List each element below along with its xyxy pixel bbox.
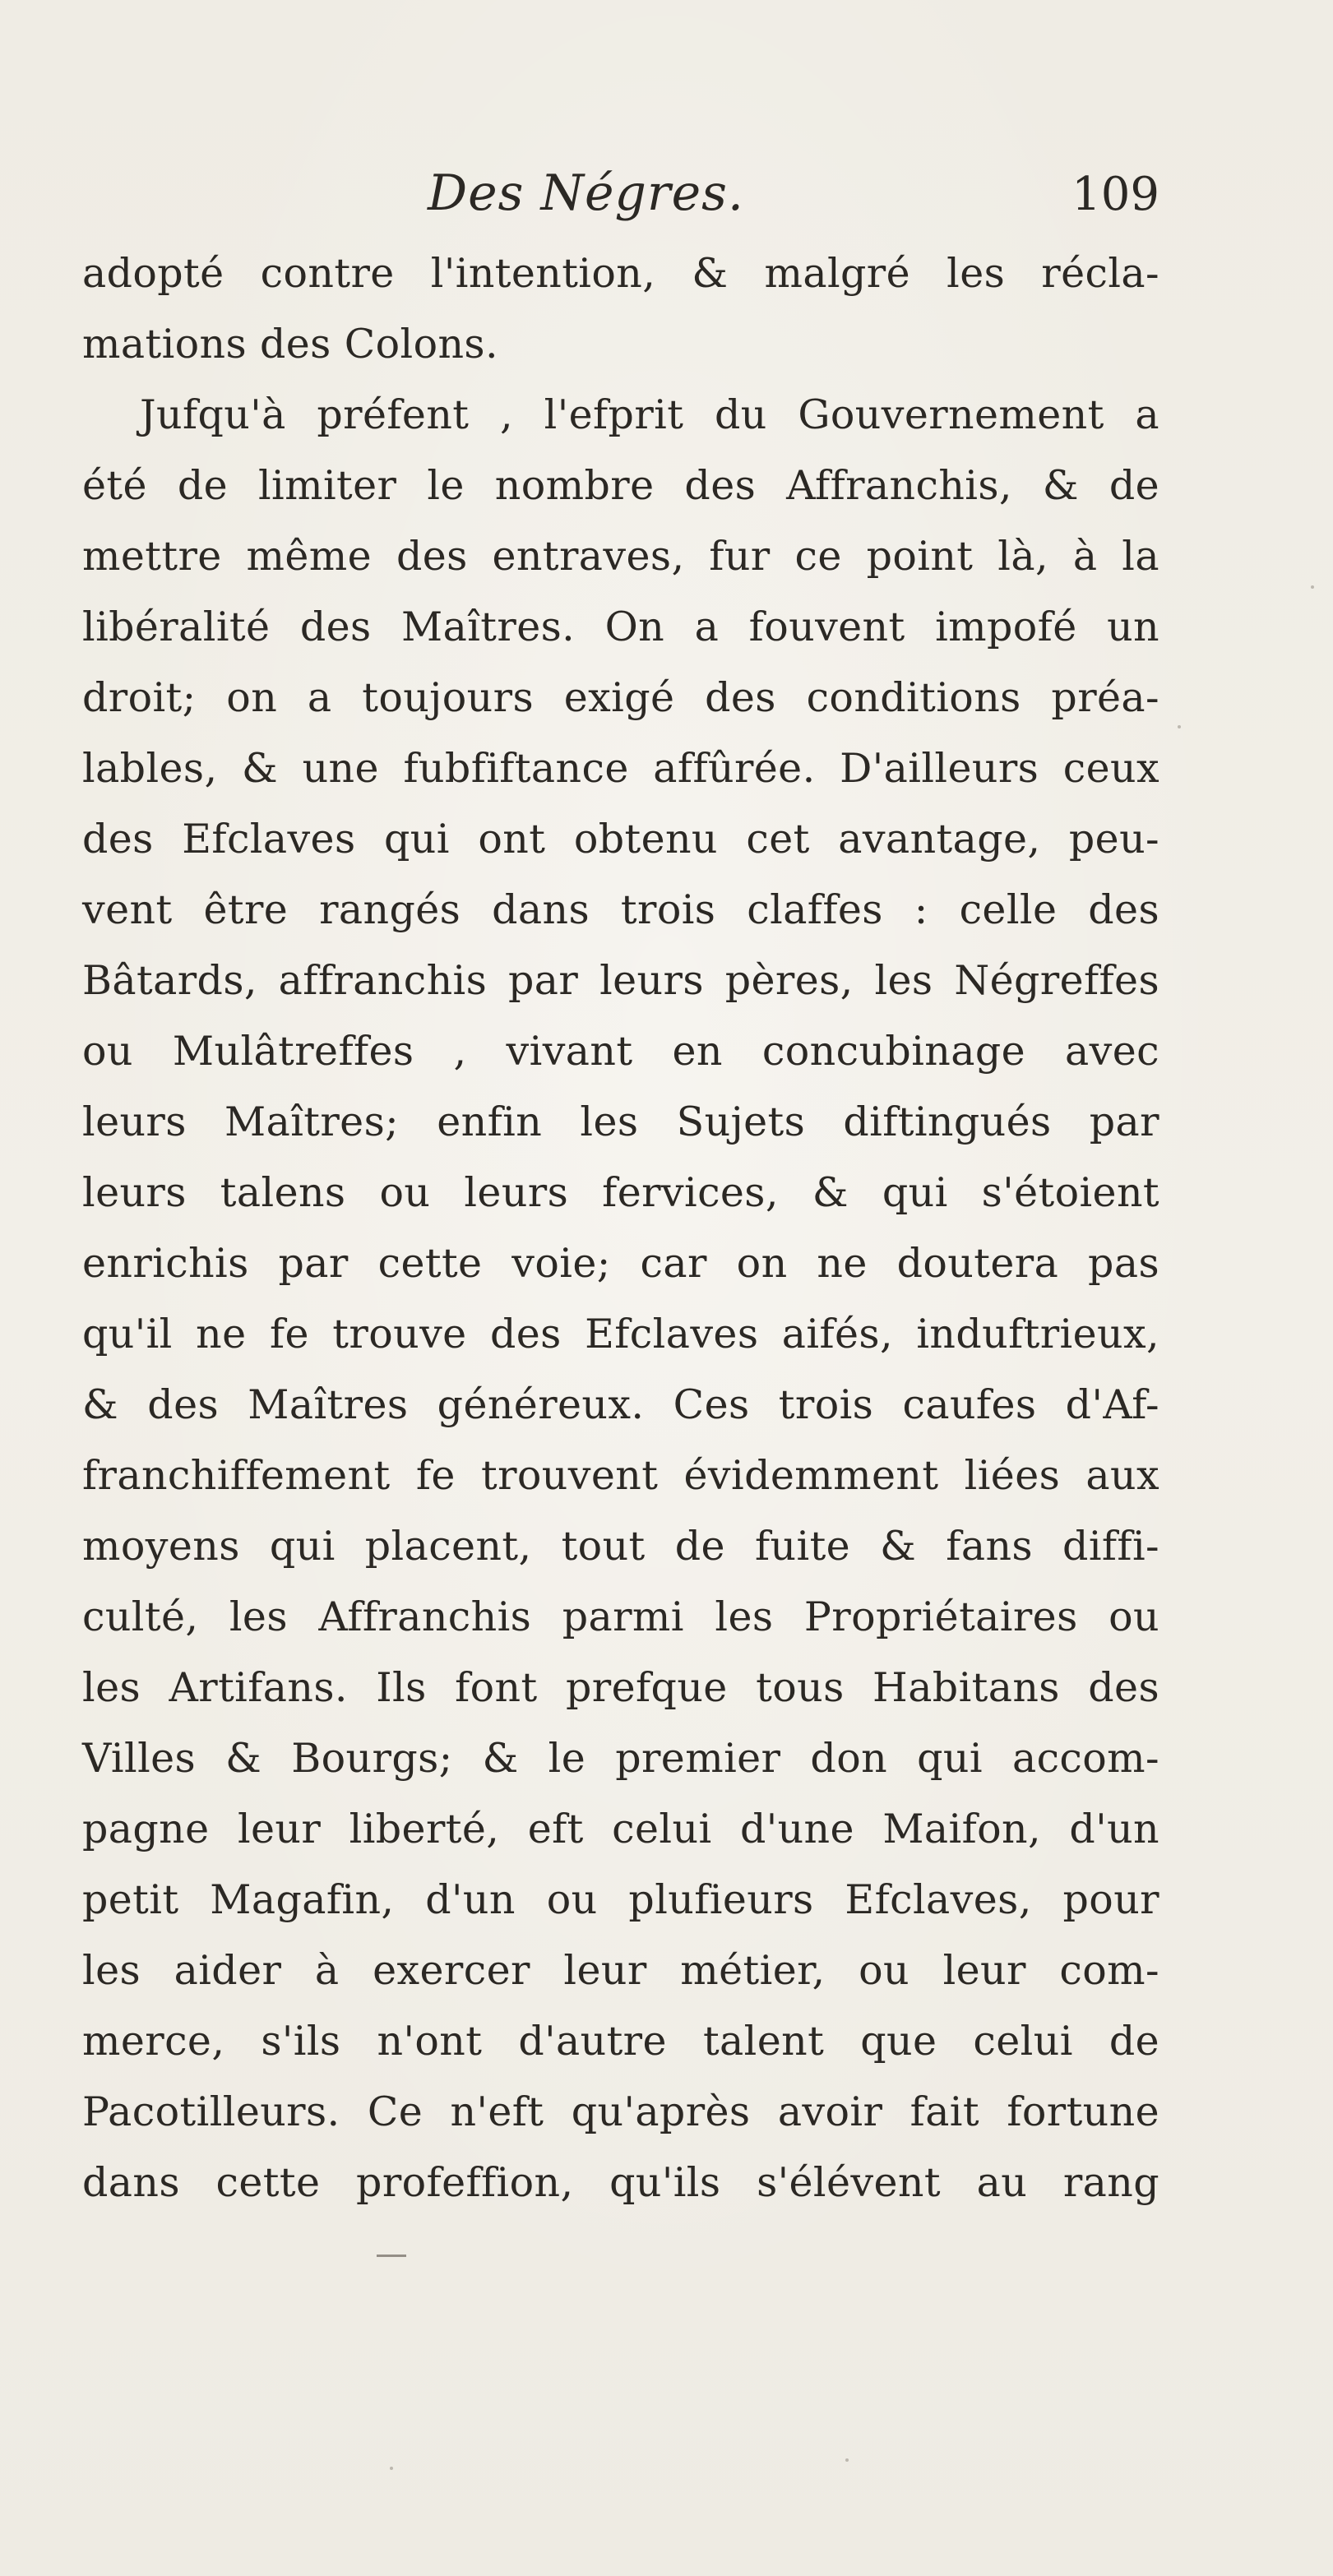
text-line: & des Maîtres généreux. Ces trois caufes d'Af-	[82, 1381, 1159, 1428]
page-header	[82, 164, 1159, 230]
text-line: Jufqu'à préfent , l'efprit du Gouvernement a	[140, 391, 1159, 438]
paper-speck	[390, 2467, 393, 2470]
text-line: moyens qui placent, tout de fuite & fans diffi-	[82, 1523, 1159, 1570]
text-line: Bâtards, affranchis par leurs pères, les Négreffes	[82, 957, 1159, 1004]
text-line: libéralité des Maîtres. On a fouvent impofé un	[82, 604, 1159, 650]
text-line: mettre même des entraves, fur ce point là, à la	[82, 533, 1159, 580]
paper-speck	[1311, 585, 1314, 589]
text-line: franchiffement fe trouvent évidemment liées aux	[82, 1452, 1159, 1499]
text-line: des Efclaves qui ont obtenu cet avantage, peu-	[82, 816, 1159, 863]
text-line: adopté contre l'intention, & malgré les récla-	[82, 250, 1159, 297]
text-line: pagne leur liberté, eft celui d'une Maifon, d'un	[82, 1806, 1159, 1852]
text-line: les aider à exercer leur métier, ou leur com-	[82, 1947, 1159, 1994]
text-line: été de limiter le nombre des Affranchis, & de	[82, 462, 1159, 509]
text-line: dans cette profeffion, qu'ils s'élévent au rang	[82, 2159, 1159, 2206]
text-line: Pacotilleurs. Ce n'eft qu'après avoir fait fortune	[82, 2088, 1159, 2135]
paper-speck	[1178, 725, 1181, 728]
text-line: vent être rangés dans trois claffes : celle des	[82, 886, 1159, 933]
text-line: ou Mulâtreffes , vivant en concubinage avec	[82, 1028, 1159, 1075]
text-line: leurs talens ou leurs fervices, & qui s'étoient	[82, 1169, 1159, 1216]
text-line: lables, & une fubfiftance affûrée. D'ailleurs ceux	[82, 745, 1159, 792]
text-line: mations des Colons.	[82, 321, 498, 368]
text-line: culté, les Affranchis parmi les Propriétaires ou	[82, 1593, 1159, 1640]
paper-speck	[845, 2458, 849, 2462]
text-line: petit Magafin, d'un ou plufieurs Efclaves, pour	[82, 1876, 1159, 1923]
text-line: Villes & Bourgs; & le premier don qui accom-	[82, 1735, 1159, 1782]
running-head: Des Négres.	[428, 164, 744, 222]
text-line: les Artifans. Ils font prefque tous Habitans des	[82, 1664, 1159, 1711]
footer-dash-mark	[377, 2255, 406, 2257]
text-line: enrichis par cette voie; car on ne doutera pas	[82, 1240, 1159, 1287]
text-line: merce, s'ils n'ont d'autre talent que celui de	[82, 2018, 1159, 2065]
text-line: droit; on a toujours exigé des conditions préa-	[82, 674, 1159, 721]
body-text	[82, 238, 1159, 2218]
text-line: leurs Maîtres; enfin les Sujets diftingués par	[82, 1098, 1159, 1145]
page-number: 109	[1071, 168, 1159, 221]
text-line: qu'il ne fe trouve des Efclaves aifés, induftrieux,	[82, 1311, 1159, 1357]
